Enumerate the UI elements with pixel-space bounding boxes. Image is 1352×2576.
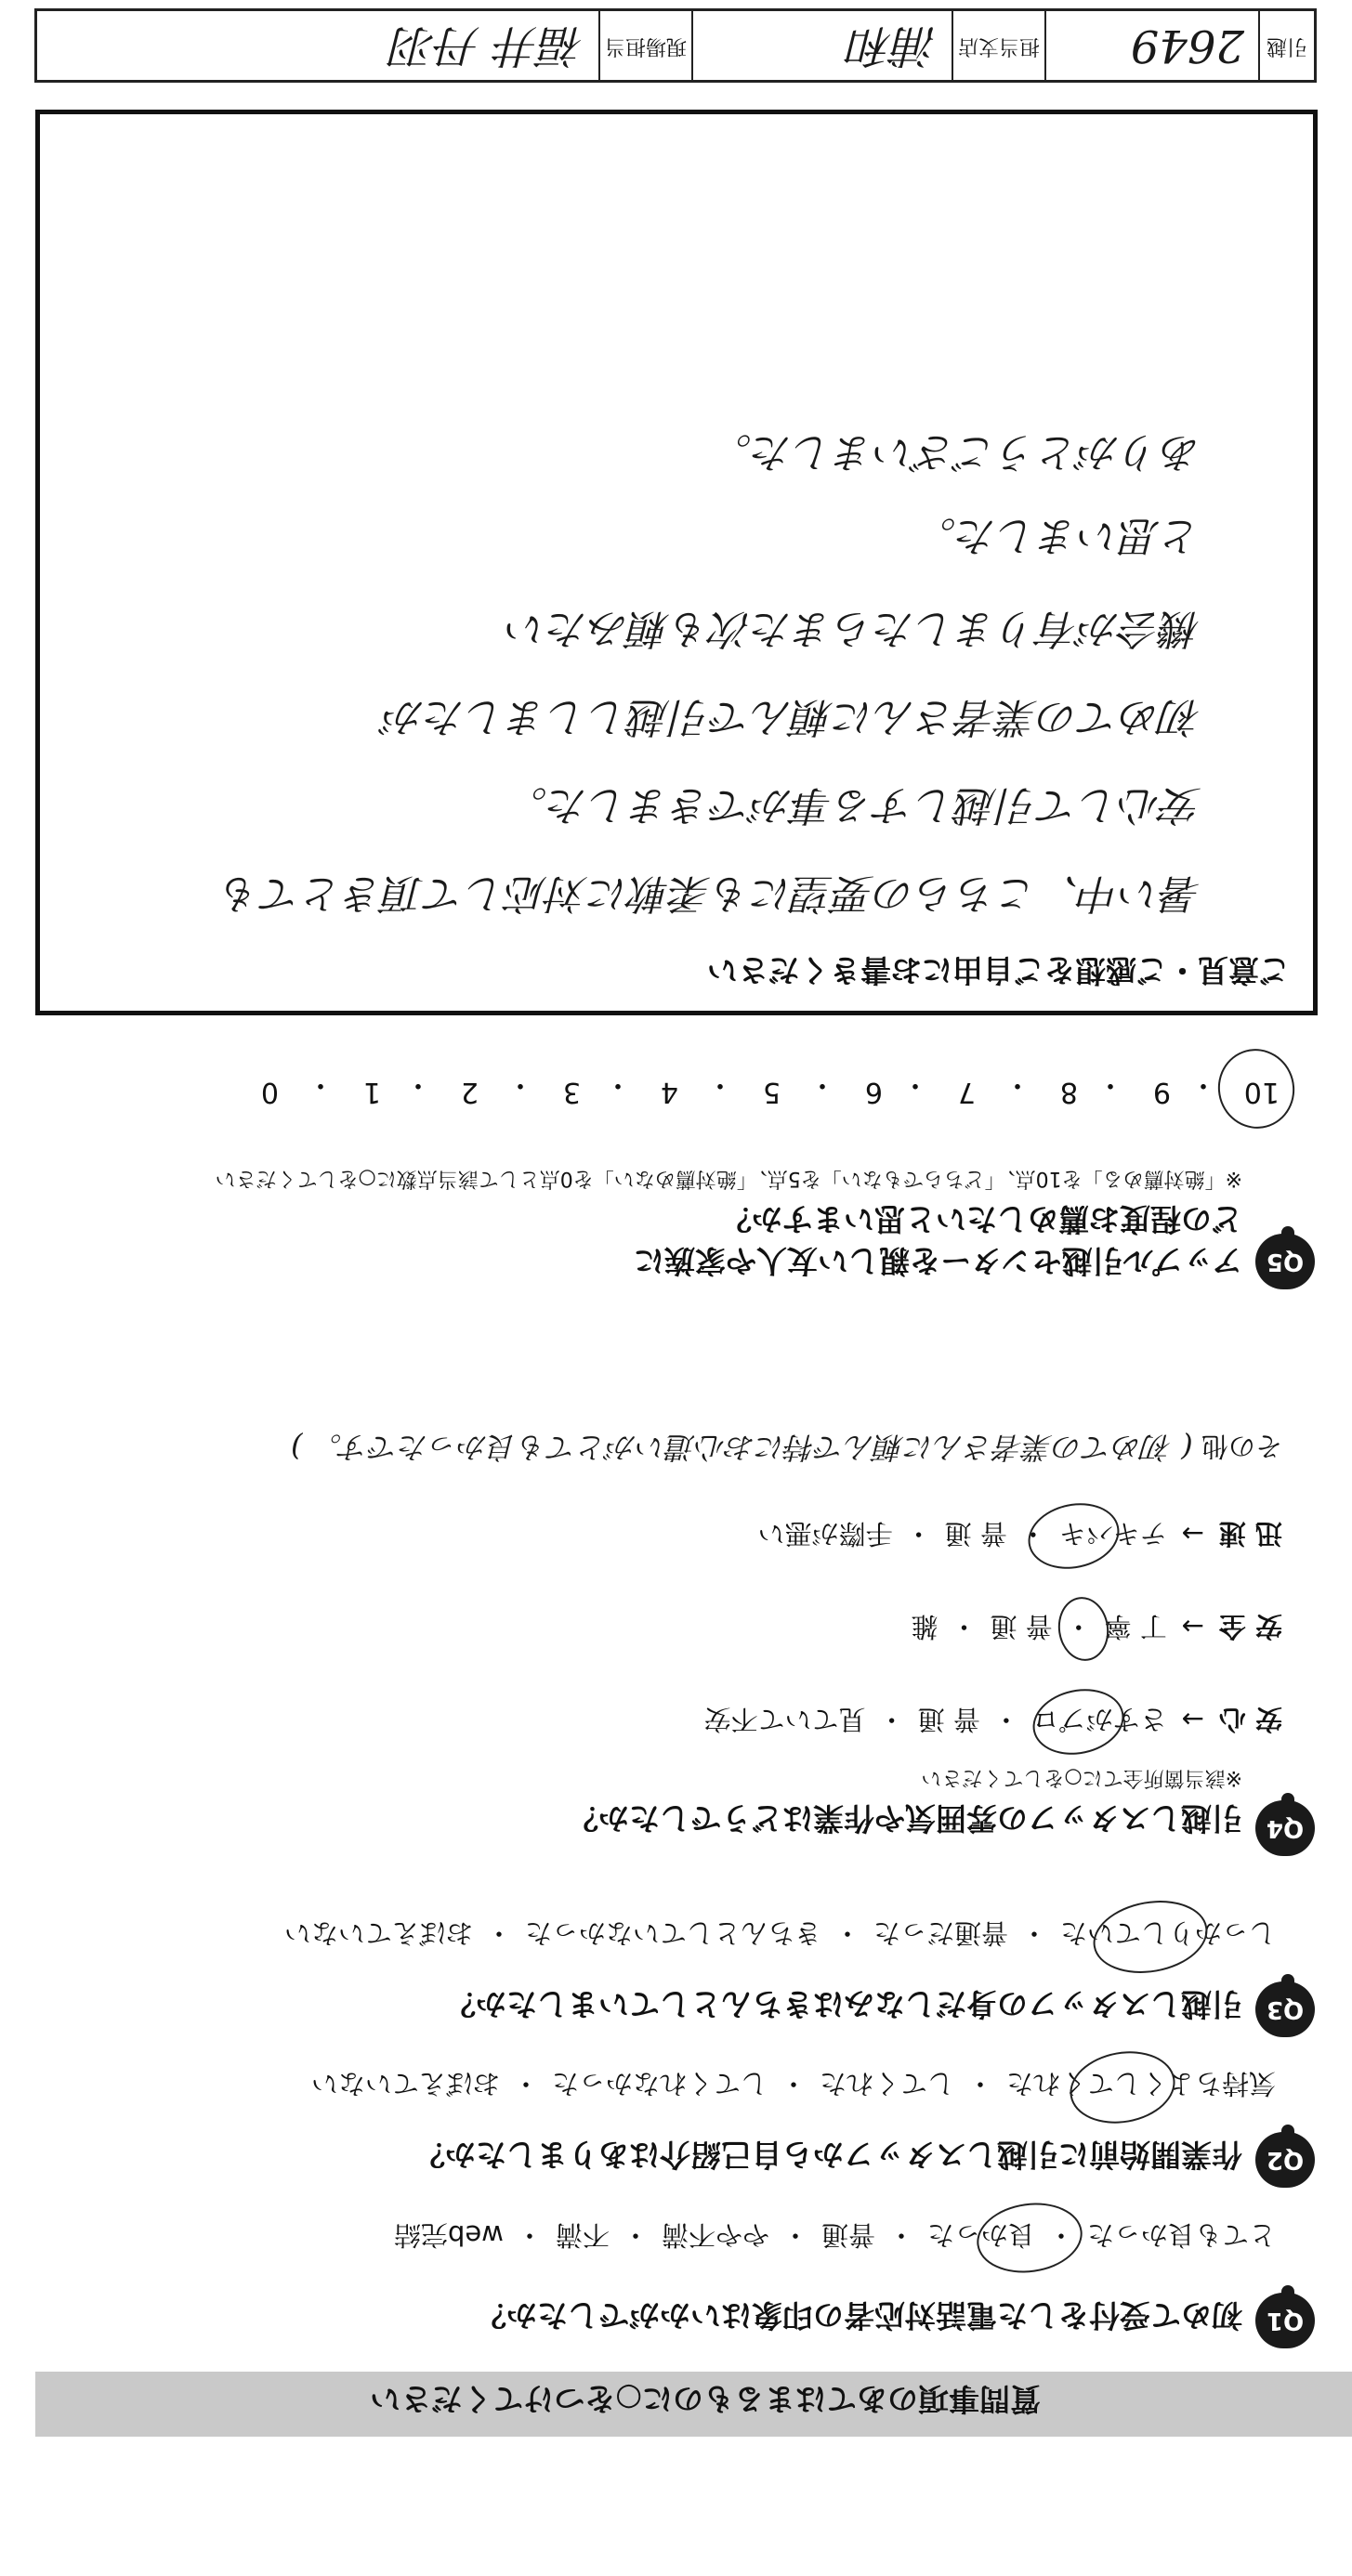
q4-option[interactable]: 丁 寧 (1104, 1611, 1167, 1642)
q2-question: 作業開始前に引越しスタッフから自己紹介はありましたか？ (414, 2137, 1242, 2173)
q1-option[interactable]: やや不満 (661, 2219, 769, 2251)
q1-option[interactable]: 不満 (555, 2219, 610, 2251)
q4-option[interactable]: 雑 (911, 1611, 939, 1642)
q4-option[interactable]: テキパキ (1058, 1518, 1167, 1550)
q1-option[interactable]: web完結 (393, 2219, 504, 2251)
q1-selection-circle (972, 2196, 1086, 2279)
branch-label: 担当支店 (952, 11, 1044, 80)
id-label: 引越 (1258, 11, 1314, 80)
q3-option[interactable]: しっかりしていた (1059, 1917, 1276, 1949)
q5-score[interactable]: 10 (1243, 1076, 1280, 1108)
q5-score[interactable]: 8 (1059, 1076, 1078, 1108)
q3-options: しっかりしていた・普通だった・きちんとしていなかった・おぼえていない (283, 1917, 1276, 1949)
comment-box[interactable] (35, 110, 1318, 1015)
q5-question-line1: アップル引越センターを親しい友人や家族に (633, 1243, 1242, 1279)
q4-jinsoku-selection-circle (1022, 1495, 1125, 1576)
q4-option[interactable]: 見ていて不安 (703, 1704, 866, 1735)
q2-option[interactable]: おぼえていない (310, 2068, 500, 2099)
q4-option[interactable]: 普 通 (917, 1704, 980, 1735)
q5-score[interactable]: 1 (362, 1076, 381, 1108)
q4-row-label: 安 全 (1218, 1611, 1282, 1642)
q3-question: 引越しスタッフの身だしなみはきちんとしていましたか？ (445, 1986, 1242, 2022)
q3-option[interactable]: きちんとしていなかった (524, 1917, 821, 1949)
q5-score[interactable]: 4 (660, 1076, 678, 1108)
q3-option[interactable]: おぼえていない (283, 1917, 473, 1949)
q2-option[interactable]: してくれなかった (551, 2068, 768, 2099)
q1-badge: Q1 (1255, 2293, 1315, 2348)
comment-line: 安心して引越しする事ができました。 (506, 781, 1201, 829)
q4-option[interactable]: 普 通 (944, 1518, 1007, 1550)
q4-row-label: 迅 速 (1218, 1518, 1282, 1550)
q2-option[interactable]: 気持ちよくしてくれた (1005, 2068, 1276, 2099)
q5-badge: Q5 (1255, 1234, 1315, 1289)
q4-other-label: その他 (1201, 1431, 1282, 1462)
q1-option[interactable]: とても良かった (1086, 2219, 1276, 2251)
q3-selection-circle (1087, 1892, 1213, 1981)
q5-score[interactable]: 0 (260, 1076, 279, 1108)
q4-anshin-selection-circle (1027, 1680, 1130, 1762)
q4-other-text[interactable]: ( 初めての業者さんに頼んで特にお心遣いがとても良かったです。 ) (291, 1430, 1193, 1465)
q1-option[interactable]: 普通 (820, 2219, 875, 2251)
instructions-text: 質問事項のあてはまるものに○をつけてください (370, 2381, 1041, 2417)
id-table (34, 8, 1317, 83)
q4-row-label: 安 心 (1218, 1704, 1282, 1735)
q4-other-row (291, 1428, 1282, 1471)
q5-score[interactable]: 5 (762, 1076, 781, 1108)
q3-option[interactable]: 普通だった (873, 1917, 1008, 1949)
instructions-band (35, 2372, 1352, 2437)
comment-line: 初めての業者さんに頼んで引越ししましたが (384, 693, 1201, 740)
q5-score[interactable]: 3 (562, 1076, 581, 1108)
q5-score[interactable]: 9 (1152, 1076, 1171, 1108)
q5-note: ※「絶対薦める」を10点、「どちらでもない」を5点、「絶対薦めない」を0点として該当点数に○をしてください (215, 1167, 1242, 1190)
q5-score[interactable]: 6 (864, 1076, 883, 1108)
comment-line: 暑い中、こちらの要望にも柔軟に対応して頂きとても (220, 870, 1201, 917)
q4-row-jinsoku: 迅 速→テキパキ・普 通・手際が悪い (757, 1518, 1282, 1550)
q1-option[interactable]: 良かった (926, 2219, 1035, 2251)
q4-row-anzen: 安 全→丁 寧・普 通・雑 (911, 1611, 1282, 1642)
q4-question: 引越しスタッフの雰囲気や作業はどうでしたか？ (568, 1800, 1242, 1837)
q2-badge: Q2 (1255, 2132, 1315, 2188)
comment-line: 機会が有りましたらまた次も頼みたい (506, 605, 1201, 652)
q5-selection-circle (1209, 1040, 1303, 1137)
q5-score[interactable]: 7 (957, 1076, 976, 1108)
q4-badge: Q4 (1255, 1800, 1315, 1856)
q2-options: 気持ちよくしてくれた・してくれた・してくれなかった・おぼえていない (310, 2068, 1276, 2099)
q4-note: ※該当箇所全てに○をしてください (921, 1766, 1242, 1789)
q2-option[interactable]: してくれた (819, 2068, 954, 2099)
q4-row-anshin: 安 心→さすがプロ・普 通・見ていて不安 (703, 1704, 1282, 1735)
q5-question-line2: どの程度お薦めしたいと思いますか？ (721, 1201, 1242, 1237)
q1-question: 初めて受付をした電話対応者の印象はいかがでしたか？ (476, 2297, 1242, 2334)
q4-option[interactable]: 手際が悪い (757, 1518, 893, 1550)
q4-option[interactable]: さすがプロ (1031, 1704, 1167, 1735)
comment-line: ありがとうございました。 (711, 428, 1201, 476)
q2-selection-circle (1064, 2044, 1180, 2132)
q3-badge: Q3 (1255, 1981, 1315, 2037)
comment-label: ご意見・ご感想をご自由にお書きください (707, 952, 1290, 988)
id-value: 2649 (1044, 11, 1258, 80)
branch-value: 浦和 (691, 11, 952, 80)
q4-anzen-selection-circle (1054, 1594, 1112, 1665)
q1-options: とても良かった・良かった・普通・やや不満・不満・web完結 (393, 2219, 1276, 2251)
q5-score[interactable]: 2 (460, 1076, 479, 1108)
leader-value: 福井 丹羽 (391, 20, 584, 72)
q4-option[interactable]: 普 通 (990, 1611, 1053, 1642)
survey-form: 質問事項のあてはまるものに○をつけてください Q1 初めて受付をした電話対応者の印象はいかがでしたか？ とても良かった・良かった・普通・やや不満・不満・web完結 Q2 作業開始前に引越しスタッフから自己紹介はありましたか？ 気持ちよくしてくれた・してくれた・してくれなかった・おぼえていない Q3 引越しスタッフの身だしなみはきちんとしていましたか？ しっかりしていた・普通だった・きちんとしていなかった・おぼえていない Q4 引越しスタッフの雰囲気や作業はどうでしたか？ ※該当箇所全てに○をしてください 安 心→さすがプロ・普 通・見ていて不安 安 全→丁 寧・普 通・雑 迅 速→テキパキ・普 通・手際が悪い その他 ( 初めての業者さんに頼んで特にお心遣いがとても良かったです。 ) Q5 アップル引越センターを親しい友人や家族に どの程度お薦めしたいと思いますか？ ※「絶対薦める」を10点、「どちらでもない」を5点、「絶対薦めない」を0点として該当点数に○をしてください 10 ・ 9 ・ 8 ・ 7 ・ 6 ・ 5 ・ 4 ・ 3 ・ 2 ・ 1 ・ 0 ご意見・ご感想をご自由にお書きください 暑い中、こちらの要望にも柔軟に対応して頂きとても 安心して引越しする事ができました。 初めての業者さんに頼んで引越ししましたが 機会が有りましたらまた次も頼みたい と思いました。 ありがとうございました。 引越 2649 担当支店 浦和 現場担当 福井 丹羽 (0, 0, 1352, 2576)
leader-label: 現場担当 (598, 11, 691, 80)
comment-line: と思いました。 (915, 512, 1201, 559)
